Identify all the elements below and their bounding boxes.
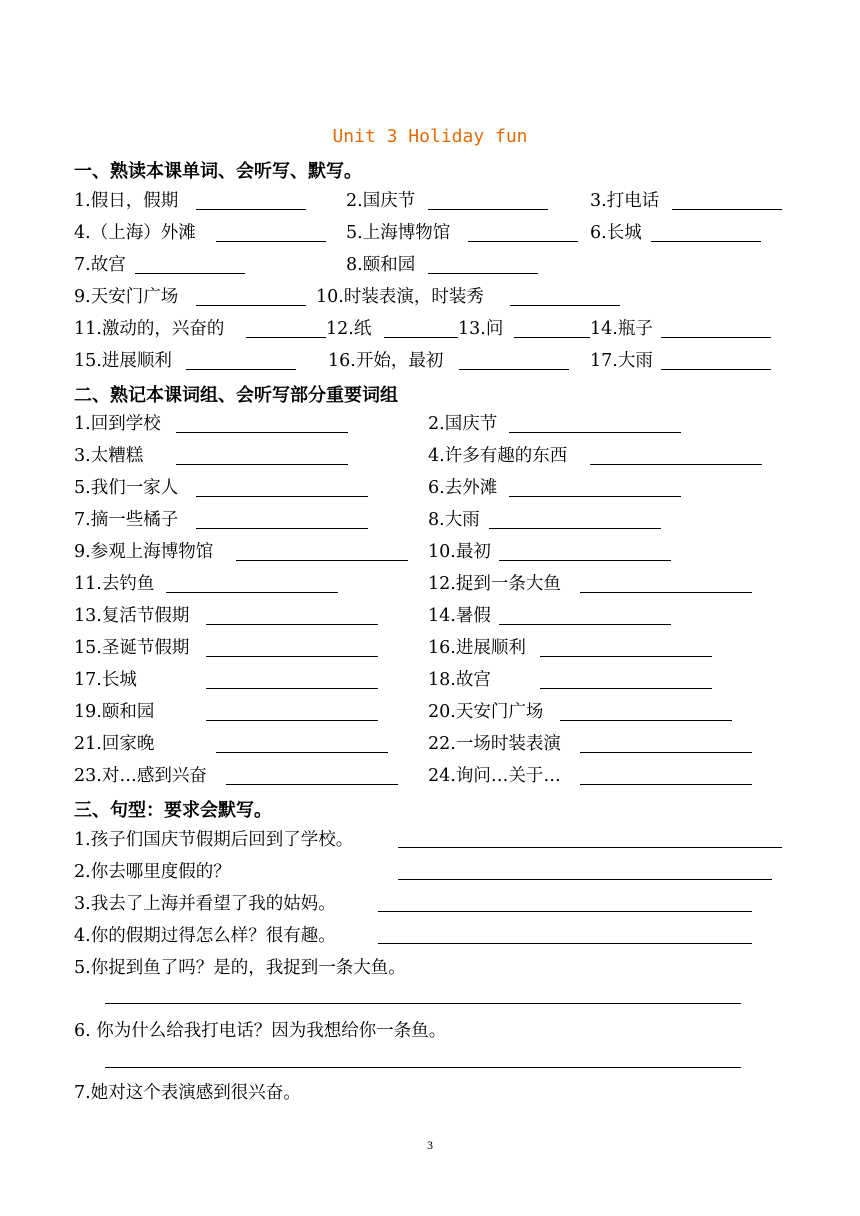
word-item: 2.国庆节 bbox=[346, 191, 416, 211]
phrase-item: 7.摘一些橘子 bbox=[74, 510, 179, 530]
answer-blank[interactable] bbox=[468, 241, 578, 242]
answer-blank[interactable] bbox=[509, 432, 681, 433]
phrase-item: 20.天安门广场 bbox=[428, 702, 544, 722]
word-item: 5.上海博物馆 bbox=[346, 223, 451, 243]
answer-blank[interactable] bbox=[672, 209, 782, 210]
answer-blank[interactable] bbox=[206, 624, 378, 625]
phrase-item: 19.颐和园 bbox=[74, 702, 155, 722]
phrase-item: 6.去外滩 bbox=[428, 478, 498, 498]
phrase-item: 11.去钓鱼 bbox=[74, 574, 155, 594]
sentence-item: 7.她对这个表演感到很兴奋。 bbox=[74, 1083, 301, 1103]
phrase-item: 23.对…感到兴奋 bbox=[74, 766, 207, 786]
sentence-item: 4.你的假期过得怎么样？很有趣。 bbox=[74, 926, 336, 946]
section2-heading: 二、熟记本课词组、会听写部分重要词组 bbox=[74, 385, 398, 406]
answer-blank[interactable] bbox=[105, 1003, 741, 1004]
answer-blank[interactable] bbox=[384, 337, 458, 338]
word-item: 4.（上海）外滩 bbox=[74, 223, 196, 243]
answer-blank[interactable] bbox=[176, 432, 348, 433]
sentence-item: 2.你去哪里度假的？ bbox=[74, 862, 231, 882]
answer-blank[interactable] bbox=[499, 624, 671, 625]
answer-blank[interactable] bbox=[540, 688, 712, 689]
word-item: 16.开始，最初 bbox=[328, 351, 444, 371]
phrase-item: 5.我们一家人 bbox=[74, 478, 179, 498]
answer-blank[interactable] bbox=[186, 369, 296, 370]
answer-blank[interactable] bbox=[661, 337, 771, 338]
phrase-item: 1.回到学校 bbox=[74, 414, 161, 434]
sentence-item: 6. 你为什么给我打电话？因为我想给你一条鱼。 bbox=[74, 1021, 447, 1041]
answer-blank[interactable] bbox=[216, 752, 388, 753]
answer-blank[interactable] bbox=[510, 305, 620, 306]
answer-blank[interactable] bbox=[378, 943, 752, 944]
phrase-item: 18.故宫 bbox=[428, 670, 491, 690]
answer-blank[interactable] bbox=[428, 273, 538, 274]
answer-blank[interactable] bbox=[246, 337, 326, 338]
answer-blank[interactable] bbox=[499, 560, 671, 561]
phrase-item: 15.圣诞节假期 bbox=[74, 638, 190, 658]
phrase-item: 8.大雨 bbox=[428, 510, 480, 530]
phrase-item: 4.许多有趣的东西 bbox=[428, 446, 568, 466]
answer-blank[interactable] bbox=[206, 656, 378, 657]
word-item: 7.故宫 bbox=[74, 255, 126, 275]
word-item: 3.打电话 bbox=[590, 191, 660, 211]
answer-blank[interactable] bbox=[196, 305, 306, 306]
phrase-item: 16.进展顺利 bbox=[428, 638, 526, 658]
answer-blank[interactable] bbox=[509, 496, 681, 497]
answer-blank[interactable] bbox=[176, 464, 348, 465]
phrase-item: 24.询问…关于… bbox=[428, 766, 561, 786]
phrase-item: 3.太糟糕 bbox=[74, 446, 144, 466]
phrase-item: 17.长城 bbox=[74, 670, 137, 690]
answer-blank[interactable] bbox=[459, 369, 569, 370]
phrase-item: 14.暑假 bbox=[428, 606, 491, 626]
word-item: 10.时装表演，时装秀 bbox=[316, 287, 484, 307]
answer-blank[interactable] bbox=[398, 879, 772, 880]
phrase-item: 9.参观上海博物馆 bbox=[74, 542, 214, 562]
sentence-item: 5.你捉到鱼了吗？是的，我捉到一条大鱼。 bbox=[74, 958, 406, 978]
word-item: 8.颐和园 bbox=[346, 255, 416, 275]
section3-heading: 三、句型：要求会默写。 bbox=[74, 800, 272, 821]
word-item: 15.进展顺利 bbox=[74, 351, 172, 371]
phrase-item: 10.最初 bbox=[428, 542, 491, 562]
answer-blank[interactable] bbox=[105, 1067, 741, 1068]
answer-blank[interactable] bbox=[166, 592, 338, 593]
phrase-item: 22.一场时装表演 bbox=[428, 734, 561, 754]
section1-heading: 一、熟读本课单词、会听写、默写。 bbox=[74, 161, 362, 182]
page-title: Unit 3 Holiday fun bbox=[332, 126, 528, 147]
answer-blank[interactable] bbox=[196, 496, 368, 497]
answer-blank[interactable] bbox=[489, 528, 661, 529]
answer-blank[interactable] bbox=[226, 784, 398, 785]
answer-blank[interactable] bbox=[135, 273, 245, 274]
answer-blank[interactable] bbox=[580, 592, 752, 593]
word-item: 1.假日，假期 bbox=[74, 191, 179, 211]
answer-blank[interactable] bbox=[236, 560, 408, 561]
answer-blank[interactable] bbox=[580, 752, 752, 753]
word-item: 12.纸 bbox=[326, 319, 372, 339]
answer-blank[interactable] bbox=[590, 464, 762, 465]
answer-blank[interactable] bbox=[216, 241, 326, 242]
word-item: 11.激动的，兴奋的 bbox=[74, 319, 225, 339]
phrase-item: 13.复活节假期 bbox=[74, 606, 190, 626]
answer-blank[interactable] bbox=[580, 784, 752, 785]
answer-blank[interactable] bbox=[196, 209, 306, 210]
answer-blank[interactable] bbox=[206, 688, 378, 689]
answer-blank[interactable] bbox=[378, 911, 752, 912]
phrase-item: 21.回家晚 bbox=[74, 734, 155, 754]
word-item: 14.瓶子 bbox=[590, 319, 653, 339]
answer-blank[interactable] bbox=[206, 720, 378, 721]
answer-blank[interactable] bbox=[540, 656, 712, 657]
sentence-item: 1.孩子们国庆节假期后回到了学校。 bbox=[74, 830, 354, 850]
word-item: 6.长城 bbox=[590, 223, 642, 243]
answer-blank[interactable] bbox=[398, 847, 782, 848]
answer-blank[interactable] bbox=[661, 369, 771, 370]
answer-blank[interactable] bbox=[196, 528, 368, 529]
word-item: 9.天安门广场 bbox=[74, 287, 179, 307]
page-number: 3 bbox=[427, 1138, 433, 1152]
word-item: 17.大雨 bbox=[590, 351, 653, 371]
answer-blank[interactable] bbox=[428, 209, 548, 210]
sentence-item: 3.我去了上海并看望了我的姑妈。 bbox=[74, 894, 336, 914]
phrase-item: 2.国庆节 bbox=[428, 414, 498, 434]
answer-blank[interactable] bbox=[560, 720, 732, 721]
word-item: 13.问 bbox=[458, 319, 504, 339]
answer-blank[interactable] bbox=[514, 337, 590, 338]
answer-blank[interactable] bbox=[651, 241, 761, 242]
phrase-item: 12.捉到一条大鱼 bbox=[428, 574, 561, 594]
